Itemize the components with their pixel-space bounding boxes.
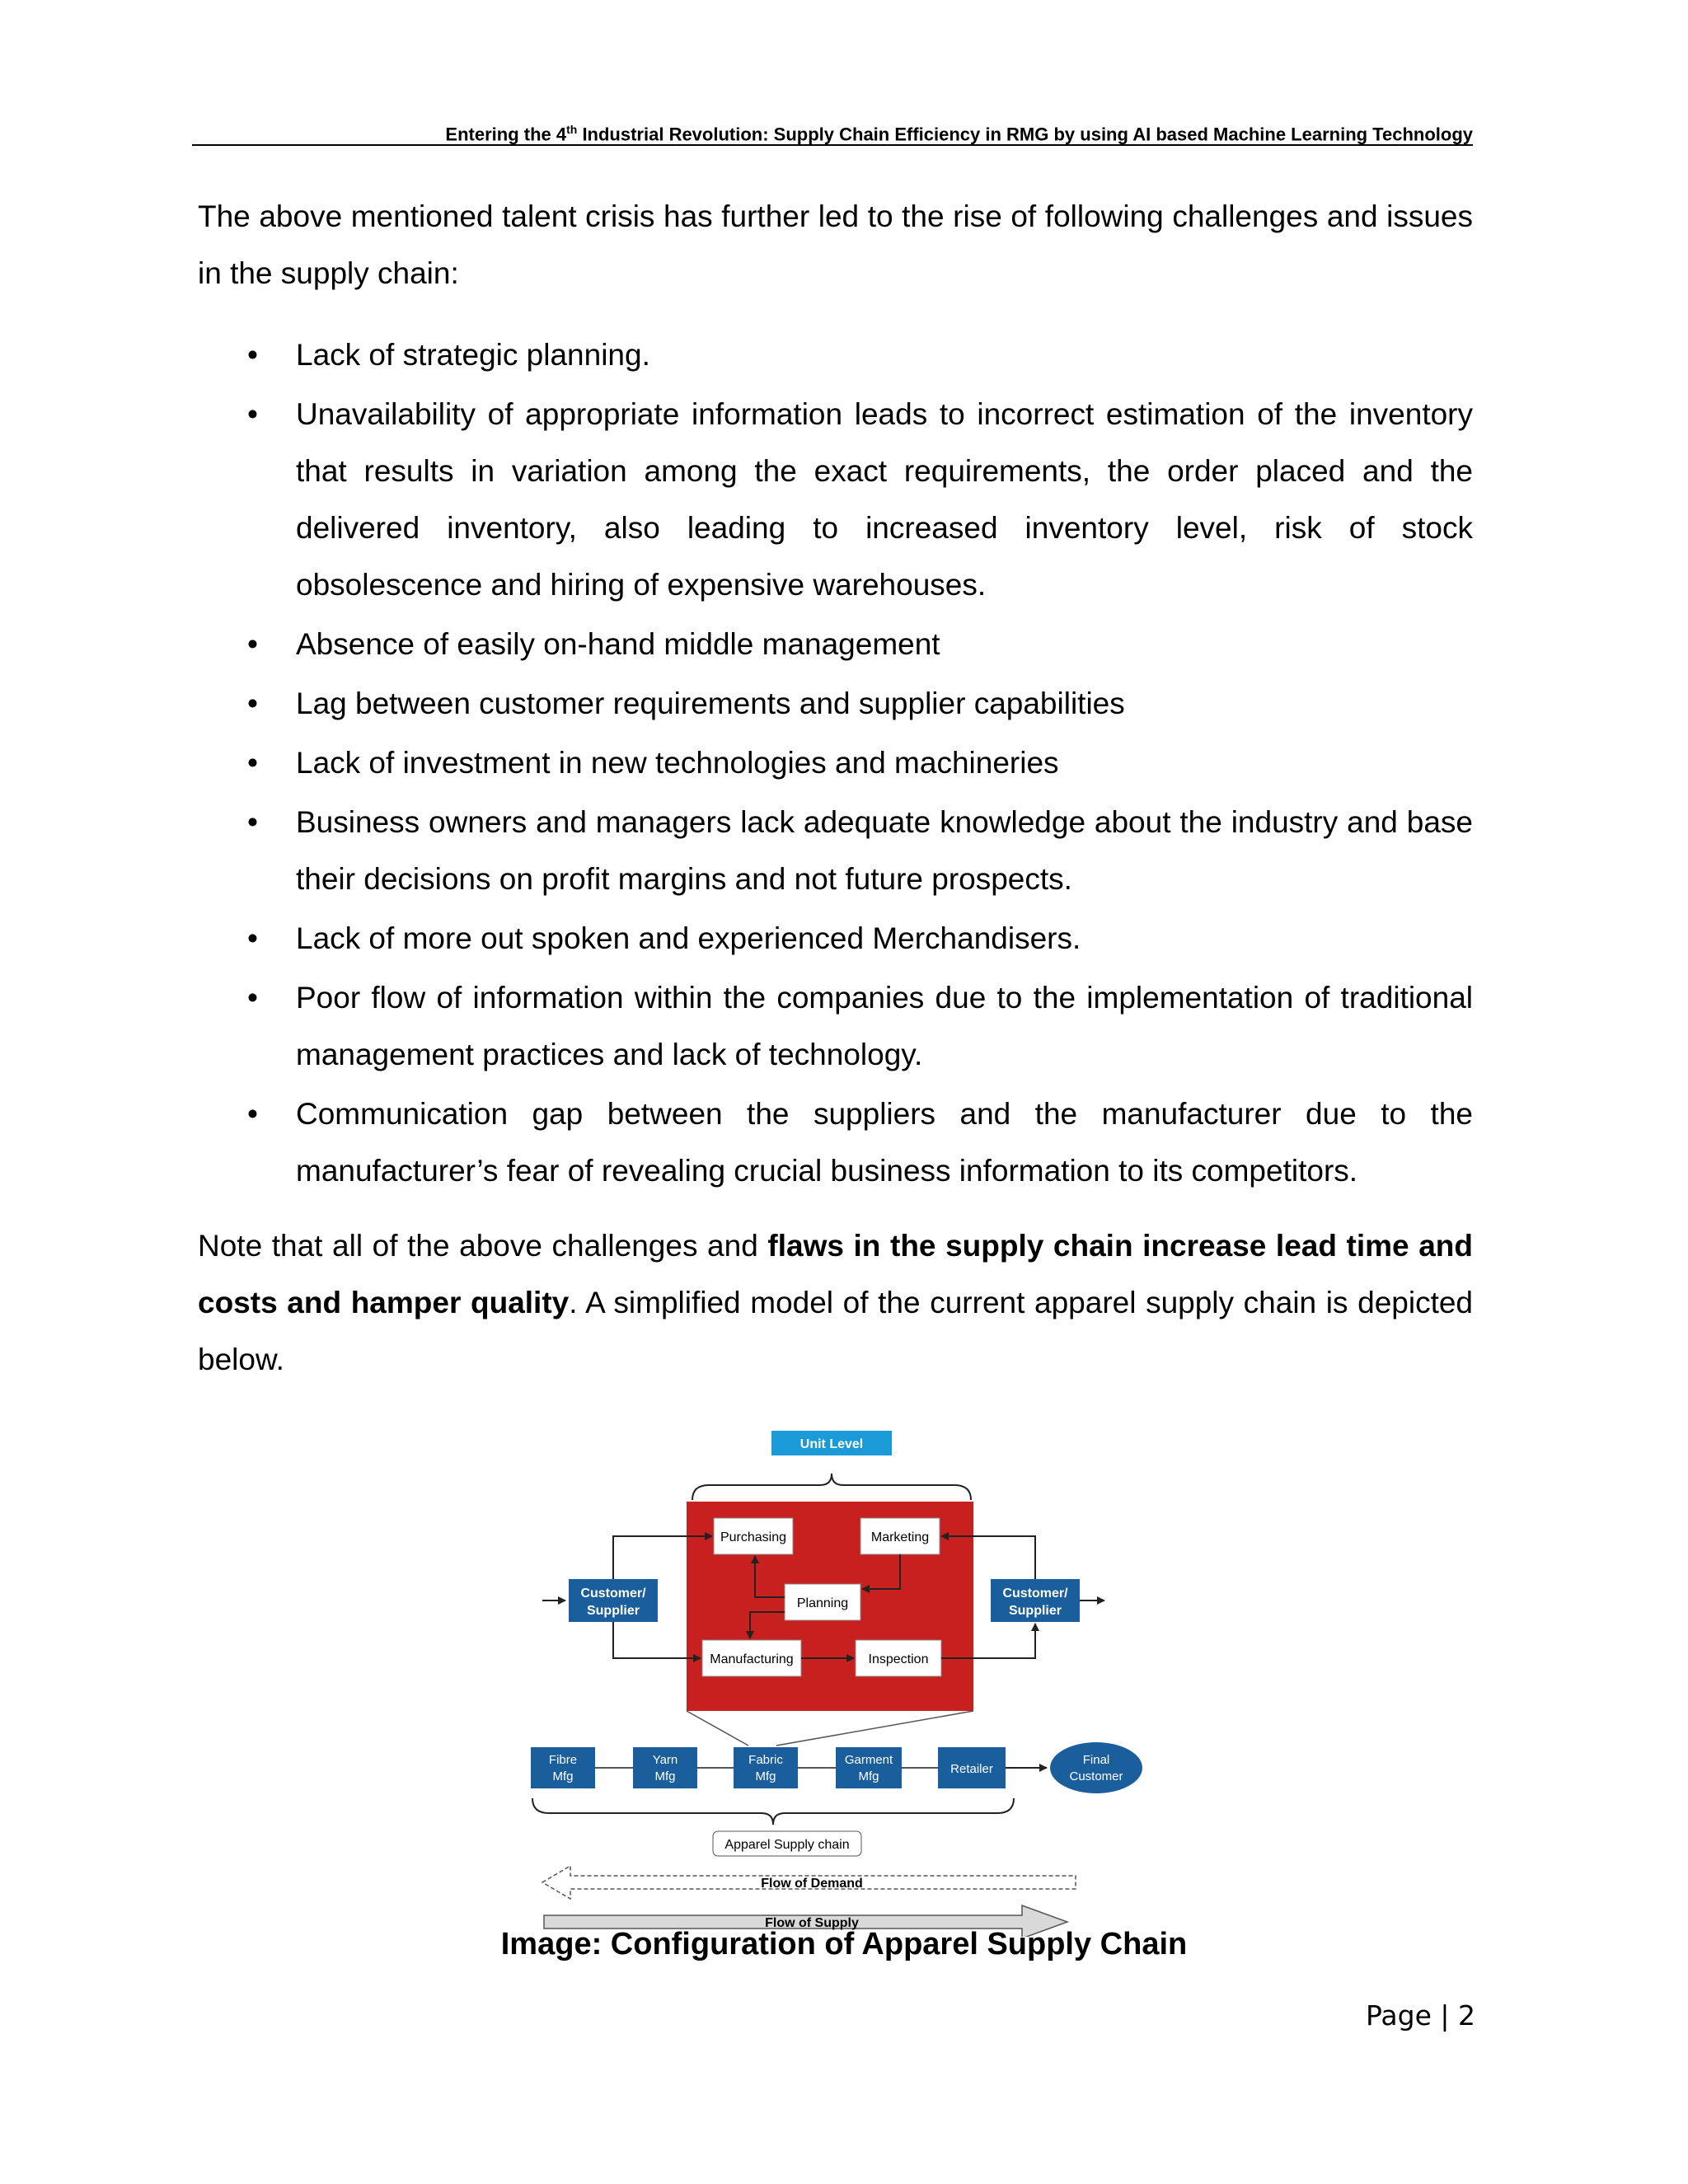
list-item: • Unavailability of appropriate information leads to incorrect estimation of the inventory that results in variation among the exact requirements, the order placed and the delivered inventory, also leading to increased inventory level, risk of stock obsolescence and hiring of expensive warehouses. (198, 386, 1473, 613)
list-item: • Absence of easily on-hand middle management (198, 616, 1473, 673)
list-item: • Lack of strategic planning. (198, 326, 1473, 383)
manufacturing-label: Manufacturing (710, 1652, 794, 1666)
note-text: Note that all of the above challenges and (198, 1229, 768, 1263)
customer-supplier-right-line1: Customer/ (1002, 1586, 1068, 1601)
garment-mfg-line2: Mfg (858, 1769, 879, 1783)
note-bold-text: flaws in the supply chain increase lead time and costs and hamper quality (198, 1229, 1473, 1319)
customer-supplier-left-line2: Supplier (586, 1604, 640, 1618)
header-superscript: th (566, 123, 578, 136)
retailer-label: Retailer (950, 1762, 993, 1776)
marketing-label: Marketing (870, 1530, 930, 1544)
note-paragraph (198, 1217, 1473, 1388)
fibre-mfg-line2: Mfg (552, 1769, 574, 1783)
funnel-line-left (687, 1711, 748, 1746)
flow-of-supply-label: Flow of Supply (765, 1916, 859, 1930)
fabric-mfg-line2: Mfg (755, 1769, 776, 1783)
planning-label: Planning (796, 1596, 849, 1610)
fibre-mfg-line1: Fibre (548, 1753, 578, 1767)
inspection-label: Inspection (868, 1652, 929, 1666)
garment-mfg-line1: Garment (844, 1753, 893, 1767)
list-item: • Lack of investment in new technologies and machineries (198, 734, 1473, 791)
yarn-mfg-line1: Yarn (652, 1753, 678, 1767)
purchasing-label: Purchasing (720, 1530, 787, 1544)
list-item: • Communication gap between the suppliers and the manufacturer due to the manufacturer’s fear of revealing crucial business information to its competitors. (198, 1085, 1473, 1199)
header-text-rest: Industrial Revolution: Supply Chain Efficiency in RMG by using AI based Machine Learning Technology (577, 124, 1473, 145)
page-number: Page | 2 (1366, 1999, 1475, 2032)
list-item: • Lack of more out spoken and experienced Merchandisers. (198, 910, 1473, 967)
final-customer-line1: Final (1082, 1753, 1110, 1767)
unit-brace (692, 1474, 971, 1500)
apparel-supply-chain-label: Apparel Supply chain (724, 1838, 850, 1852)
yarn-mfg-line2: Mfg (654, 1769, 676, 1783)
challenges-list (198, 326, 1473, 1202)
list-item: • Lag between customer requirements and supplier capabilities (198, 675, 1473, 732)
intro-paragraph: The above mentioned talent crisis has further led to the rise of following challenges and issues in the supply chain: (198, 199, 1473, 290)
note-text-end: . A simplified model of the current apparel supply chain is depicted below. (198, 1286, 1474, 1376)
list-item: • Poor flow of information within the companies due to the implementation of traditional management practices and lack of technology. (198, 969, 1473, 1083)
supply-chain-diagram (528, 1418, 1154, 1937)
flow-of-demand-label: Flow of Demand (761, 1877, 863, 1891)
unit-level-label: Unit Level (799, 1437, 864, 1451)
header-text: Entering the 4 (445, 124, 567, 145)
final-customer-line2: Customer (1069, 1769, 1123, 1783)
fabric-mfg-line1: Fabric (748, 1753, 783, 1767)
customer-supplier-right-line2: Supplier (1008, 1604, 1062, 1618)
diagram-svg (528, 1418, 1154, 1937)
final-customer-ellipse (1050, 1742, 1142, 1793)
header-rule (192, 144, 1473, 146)
chain-brace (532, 1798, 1014, 1825)
customer-supplier-left-line1: Customer/ (580, 1586, 646, 1601)
list-item: • Business owners and managers lack adequate knowledge about the industry and base their decisions on profit margins and not future prospects. (198, 794, 1473, 907)
funnel-line-right (776, 1711, 973, 1746)
figure-caption: Image: Configuration of Apparel Supply Chain (500, 1927, 1188, 1961)
running-header (192, 117, 1473, 147)
